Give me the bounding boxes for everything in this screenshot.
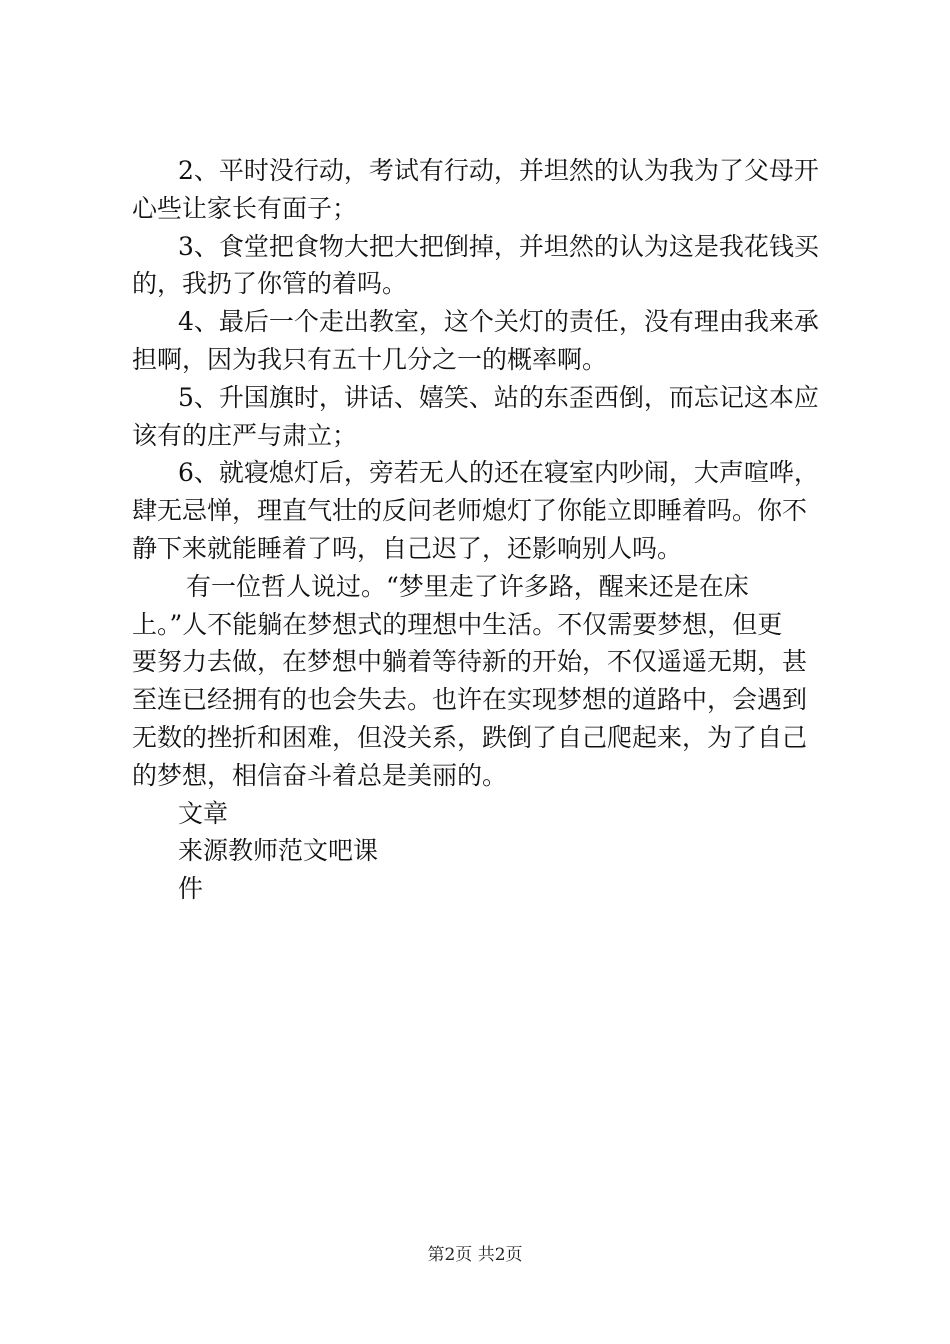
document-body [132, 152, 832, 908]
text-line: 4、最后一个走出教室，这个关灯的责任，没有理由我来承 [178, 307, 819, 337]
text-line: 的，我扔了你管的着吗。 [132, 269, 408, 299]
text-line: 该有的庄严与肃立； [132, 420, 358, 450]
text-line: 心些让家长有面子； [132, 193, 358, 223]
text-line: 6、就寝熄灯后，旁若无人的还在寝室内吵闹，大声喧哗， [178, 458, 819, 488]
text-line: 无数的挫折和困难，但没关系，跌倒了自己爬起来，为了自己 [132, 722, 808, 752]
text-line: 3、食堂把食物大把大把倒掉，并坦然的认为这是我花钱买 [178, 231, 819, 261]
text-line: 5、升国旗时，讲话、嬉笑、站的东歪西倒，而忘记这本应 [178, 382, 819, 412]
text-line: 静下来就能睡着了吗，自己迟了，还影响别人吗。 [132, 533, 683, 563]
text-line: 有一位哲人说过。“梦里走了许多路，醒来还是在床 [186, 571, 749, 601]
text-line: 至连已经拥有的也会失去。也许在实现梦想的道路中，会遇到 [132, 685, 808, 715]
text-line: 2、平时没行动，考试有行动，并坦然的认为我为了父母开 [178, 156, 819, 185]
text-line: 肆无忌惮，理直气壮的反问老师熄灯了你能立即睡着吗。你不 [132, 496, 808, 526]
text-line: 来源教师范文吧课 [178, 836, 379, 866]
text-line: 上。”人不能躺在梦想式的理想中生活。不仅需要梦想，但更 [132, 609, 783, 639]
page-number-footer: 第2页 共2页 [427, 1245, 523, 1265]
text-line: 要努力去做，在梦想中躺着等待新的开始，不仅遥遥无期，甚 [132, 647, 808, 677]
text-line: 文章 [178, 798, 229, 828]
text-line: 的梦想，相信奋斗着总是美丽的。 [132, 760, 508, 790]
text-line: 担啊，因为我只有五十几分之一的概率啊。 [132, 344, 608, 374]
text-line: 件 [178, 874, 204, 904]
